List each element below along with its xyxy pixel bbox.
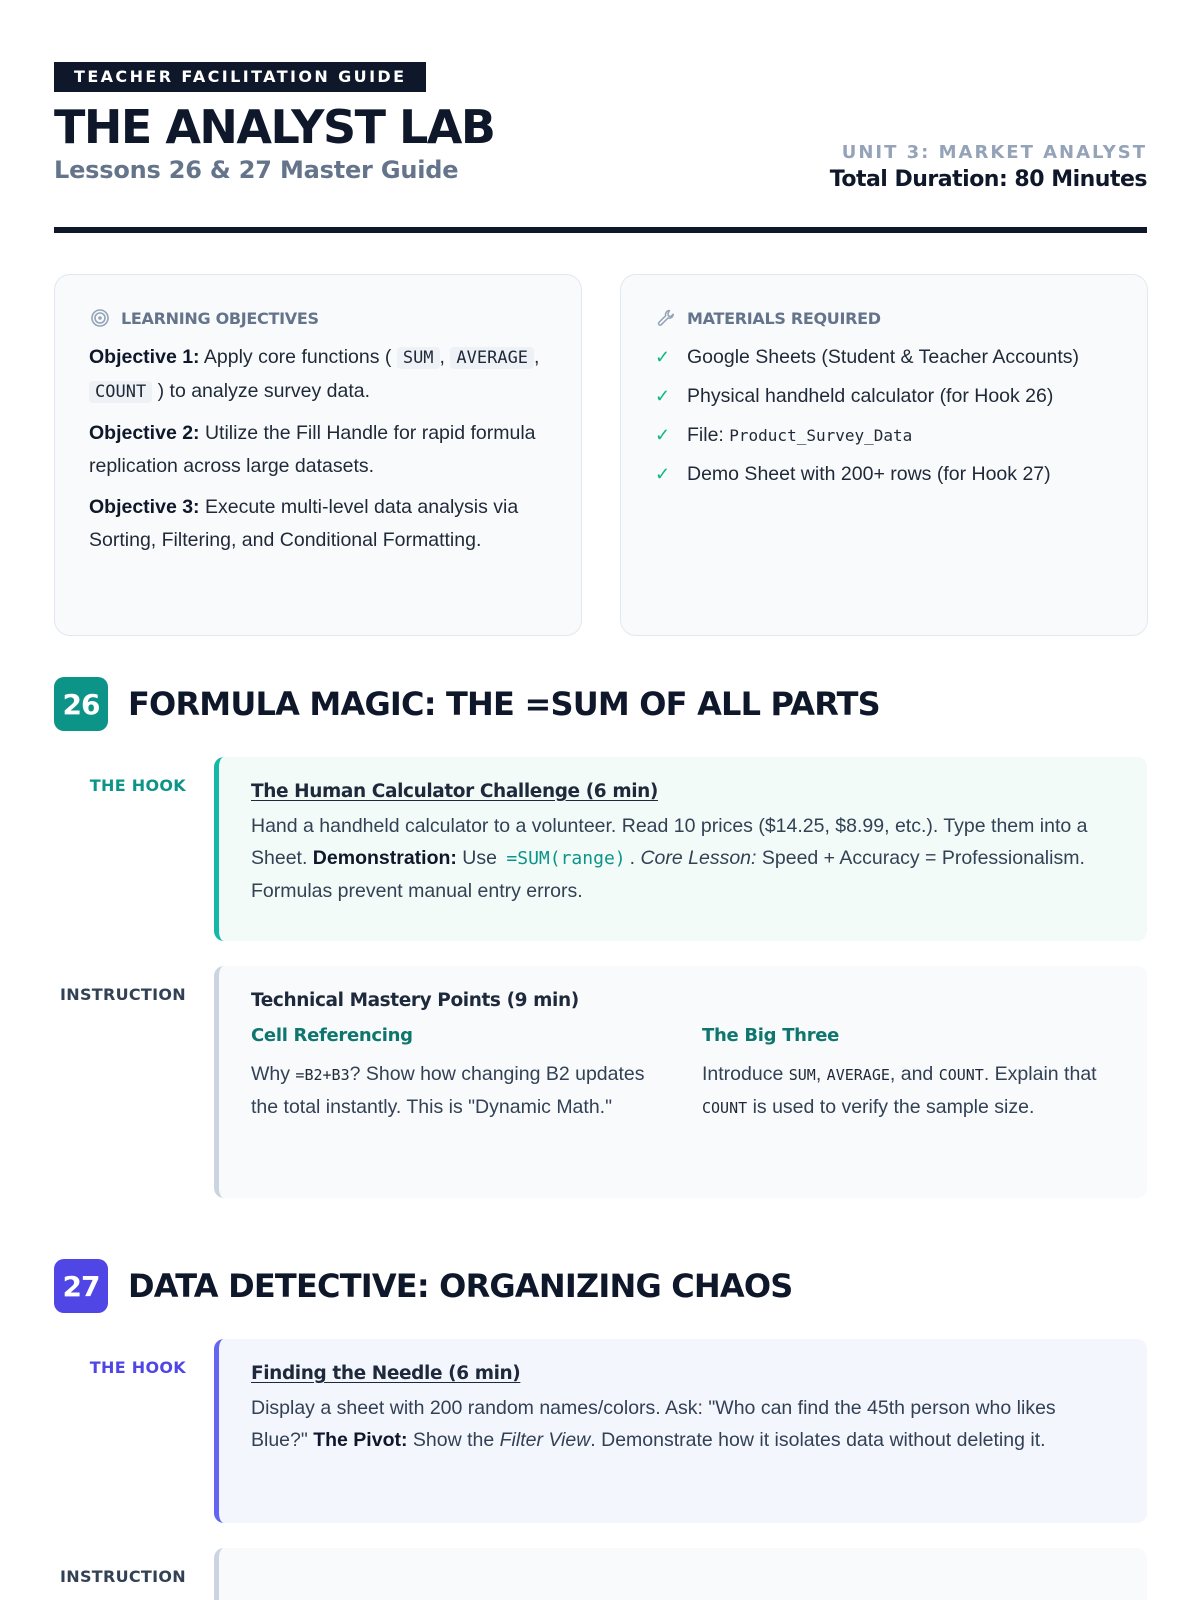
material-item (655, 380, 1113, 413)
column-text (251, 1058, 664, 1123)
unit-label: UNIT 3: MARKET ANALYST (841, 142, 1147, 163)
material-file-label: File: (687, 424, 730, 446)
lesson-27-instruction (214, 1548, 1147, 1600)
objective-label: Objective 2: (89, 422, 200, 444)
lesson-number-badge: 26 (54, 677, 108, 731)
material-text (687, 419, 912, 452)
hook-label: THE HOOK (89, 776, 186, 795)
hook-bold: The Pivot: (313, 1429, 408, 1451)
column-text-part: Introduce (702, 1063, 789, 1085)
column-text-part: ? Show how changing B2 updates the total instantly. This is "Dynamic Math." (251, 1063, 645, 1118)
materials-title: MATERIALS REQUIRED (687, 308, 881, 328)
instruction-label: INSTRUCTION (60, 985, 186, 1004)
objective-item: Objective 1: Apply core functions ( SUM , AVERAGE , COUNT ) to analyze survey data. (89, 346, 540, 402)
code-average: AVERAGE (450, 347, 534, 369)
wrench-icon (655, 307, 677, 329)
instruction-column (251, 1025, 664, 1124)
lesson-27-header (54, 1259, 793, 1313)
objective-item (89, 491, 547, 557)
hook-text-part: Use (456, 847, 503, 869)
lesson-title: DATA DETECTIVE: ORGANIZING CHAOS (128, 1267, 793, 1305)
lesson-26-hook (214, 757, 1147, 941)
materials-header (655, 307, 1113, 329)
hook-italic: Filter View (499, 1429, 591, 1451)
lesson-title: FORMULA MAGIC: THE =SUM OF ALL PARTS (128, 685, 880, 723)
lesson-26-instruction (214, 966, 1147, 1198)
instruction-label: INSTRUCTION (60, 1567, 186, 1586)
hook-text-part: Show the (407, 1429, 500, 1451)
column-code: SUM (788, 1066, 816, 1084)
objective-label: Objective 1: (89, 346, 200, 368)
objective-text: Utilize the Fill Handle for rapid formula replication across large datasets. (89, 422, 536, 477)
hook-text-part: Speed + Accuracy = Professionalism. Formulas prevent manual entry errors. (251, 847, 1085, 902)
hook-title: Finding the Needle (6 min) (251, 1363, 521, 1384)
hook-text-part: Display a sheet with 200 random names/colors. Ask: "Who can find the 45th person who likes Blue?" (251, 1397, 1056, 1451)
lesson-26-header (54, 677, 880, 731)
page-header (54, 62, 1147, 232)
hook-bold: Demonstration: (312, 847, 457, 869)
check-icon: ✓ (655, 386, 671, 406)
objectives-card (54, 274, 582, 636)
guide-page (54, 62, 1147, 1586)
hook-title: The Human Calculator Challenge (6 min) (251, 781, 658, 802)
column-code: AVERAGE (826, 1066, 890, 1084)
hook-text-part: . Demonstrate how it isolates data without deleting it. (590, 1429, 1046, 1451)
info-cards (54, 274, 1147, 636)
hook-text-part: Hand a handheld calculator to a volunteer. Read 10 prices ($14.25, $8.99, etc.). Type them into a Sheet. (251, 815, 1088, 869)
objective-text: Execute multi-level data analysis via Sorting, Filtering, and Conditional Formatting. (89, 496, 519, 551)
objective-item (89, 417, 547, 483)
page-title: THE ANALYST LAB (54, 100, 495, 154)
material-text: Demo Sheet with 200+ rows (for Hook 27) (687, 463, 1051, 485)
material-file-name: Product_Survey_Data (729, 426, 913, 445)
column-code: COUNT (702, 1099, 748, 1117)
material-item (655, 419, 1113, 452)
objective-label: Objective 3: (89, 496, 200, 518)
materials-card (620, 274, 1148, 636)
material-text: Google Sheets (Student & Teacher Accounts) (687, 346, 1080, 368)
hook-text (251, 1392, 1115, 1456)
hook-code: =SUM(range) (506, 848, 626, 869)
check-icon: ✓ (655, 347, 671, 367)
lesson-27-hook (214, 1339, 1147, 1523)
header-divider (54, 227, 1147, 233)
instruction-title: Technical Mastery Points (9 min) (251, 990, 579, 1011)
hook-text (251, 810, 1115, 907)
page-subtitle: Lessons 26 & 27 Master Guide (54, 156, 459, 184)
material-text: Physical handheld calculator (for Hook 26) (687, 385, 1054, 407)
instruction-column (702, 1025, 1115, 1124)
column-text-part: Why (251, 1063, 296, 1085)
material-item (655, 458, 1113, 491)
instruction-columns (251, 1025, 1115, 1124)
hook-italic: Core Lesson: (640, 847, 757, 869)
hook-label: THE HOOK (89, 1358, 186, 1377)
target-icon (89, 307, 111, 329)
column-title: Cell Referencing (251, 1025, 413, 1046)
column-text-part: . Explain that (983, 1063, 1097, 1085)
check-icon: ✓ (655, 464, 671, 484)
code-count: COUNT (89, 381, 152, 403)
objective-text: Apply core functions ( (203, 346, 392, 368)
column-code: COUNT (938, 1066, 984, 1084)
column-text (702, 1058, 1115, 1124)
column-text-part: , and (889, 1063, 939, 1085)
total-duration: Total Duration: 80 Minutes (829, 167, 1147, 192)
column-text-part: , (815, 1063, 827, 1085)
hook-text-part: . (629, 847, 641, 869)
column-text-part: is used to verify the sample size. (747, 1096, 1035, 1118)
objective-text: ) to analyze survey data. (157, 380, 371, 402)
code-sum: SUM (397, 347, 440, 369)
material-item (655, 341, 1113, 374)
column-code: =B2+B3 (295, 1066, 350, 1084)
column-title: The Big Three (702, 1025, 840, 1046)
objectives-title: LEARNING OBJECTIVES (121, 308, 319, 328)
check-icon: ✓ (655, 425, 671, 445)
objectives-header (89, 307, 547, 329)
guide-tag: TEACHER FACILITATION GUIDE (54, 62, 426, 92)
lesson-number-badge: 27 (54, 1259, 108, 1313)
header-meta (830, 142, 1147, 192)
